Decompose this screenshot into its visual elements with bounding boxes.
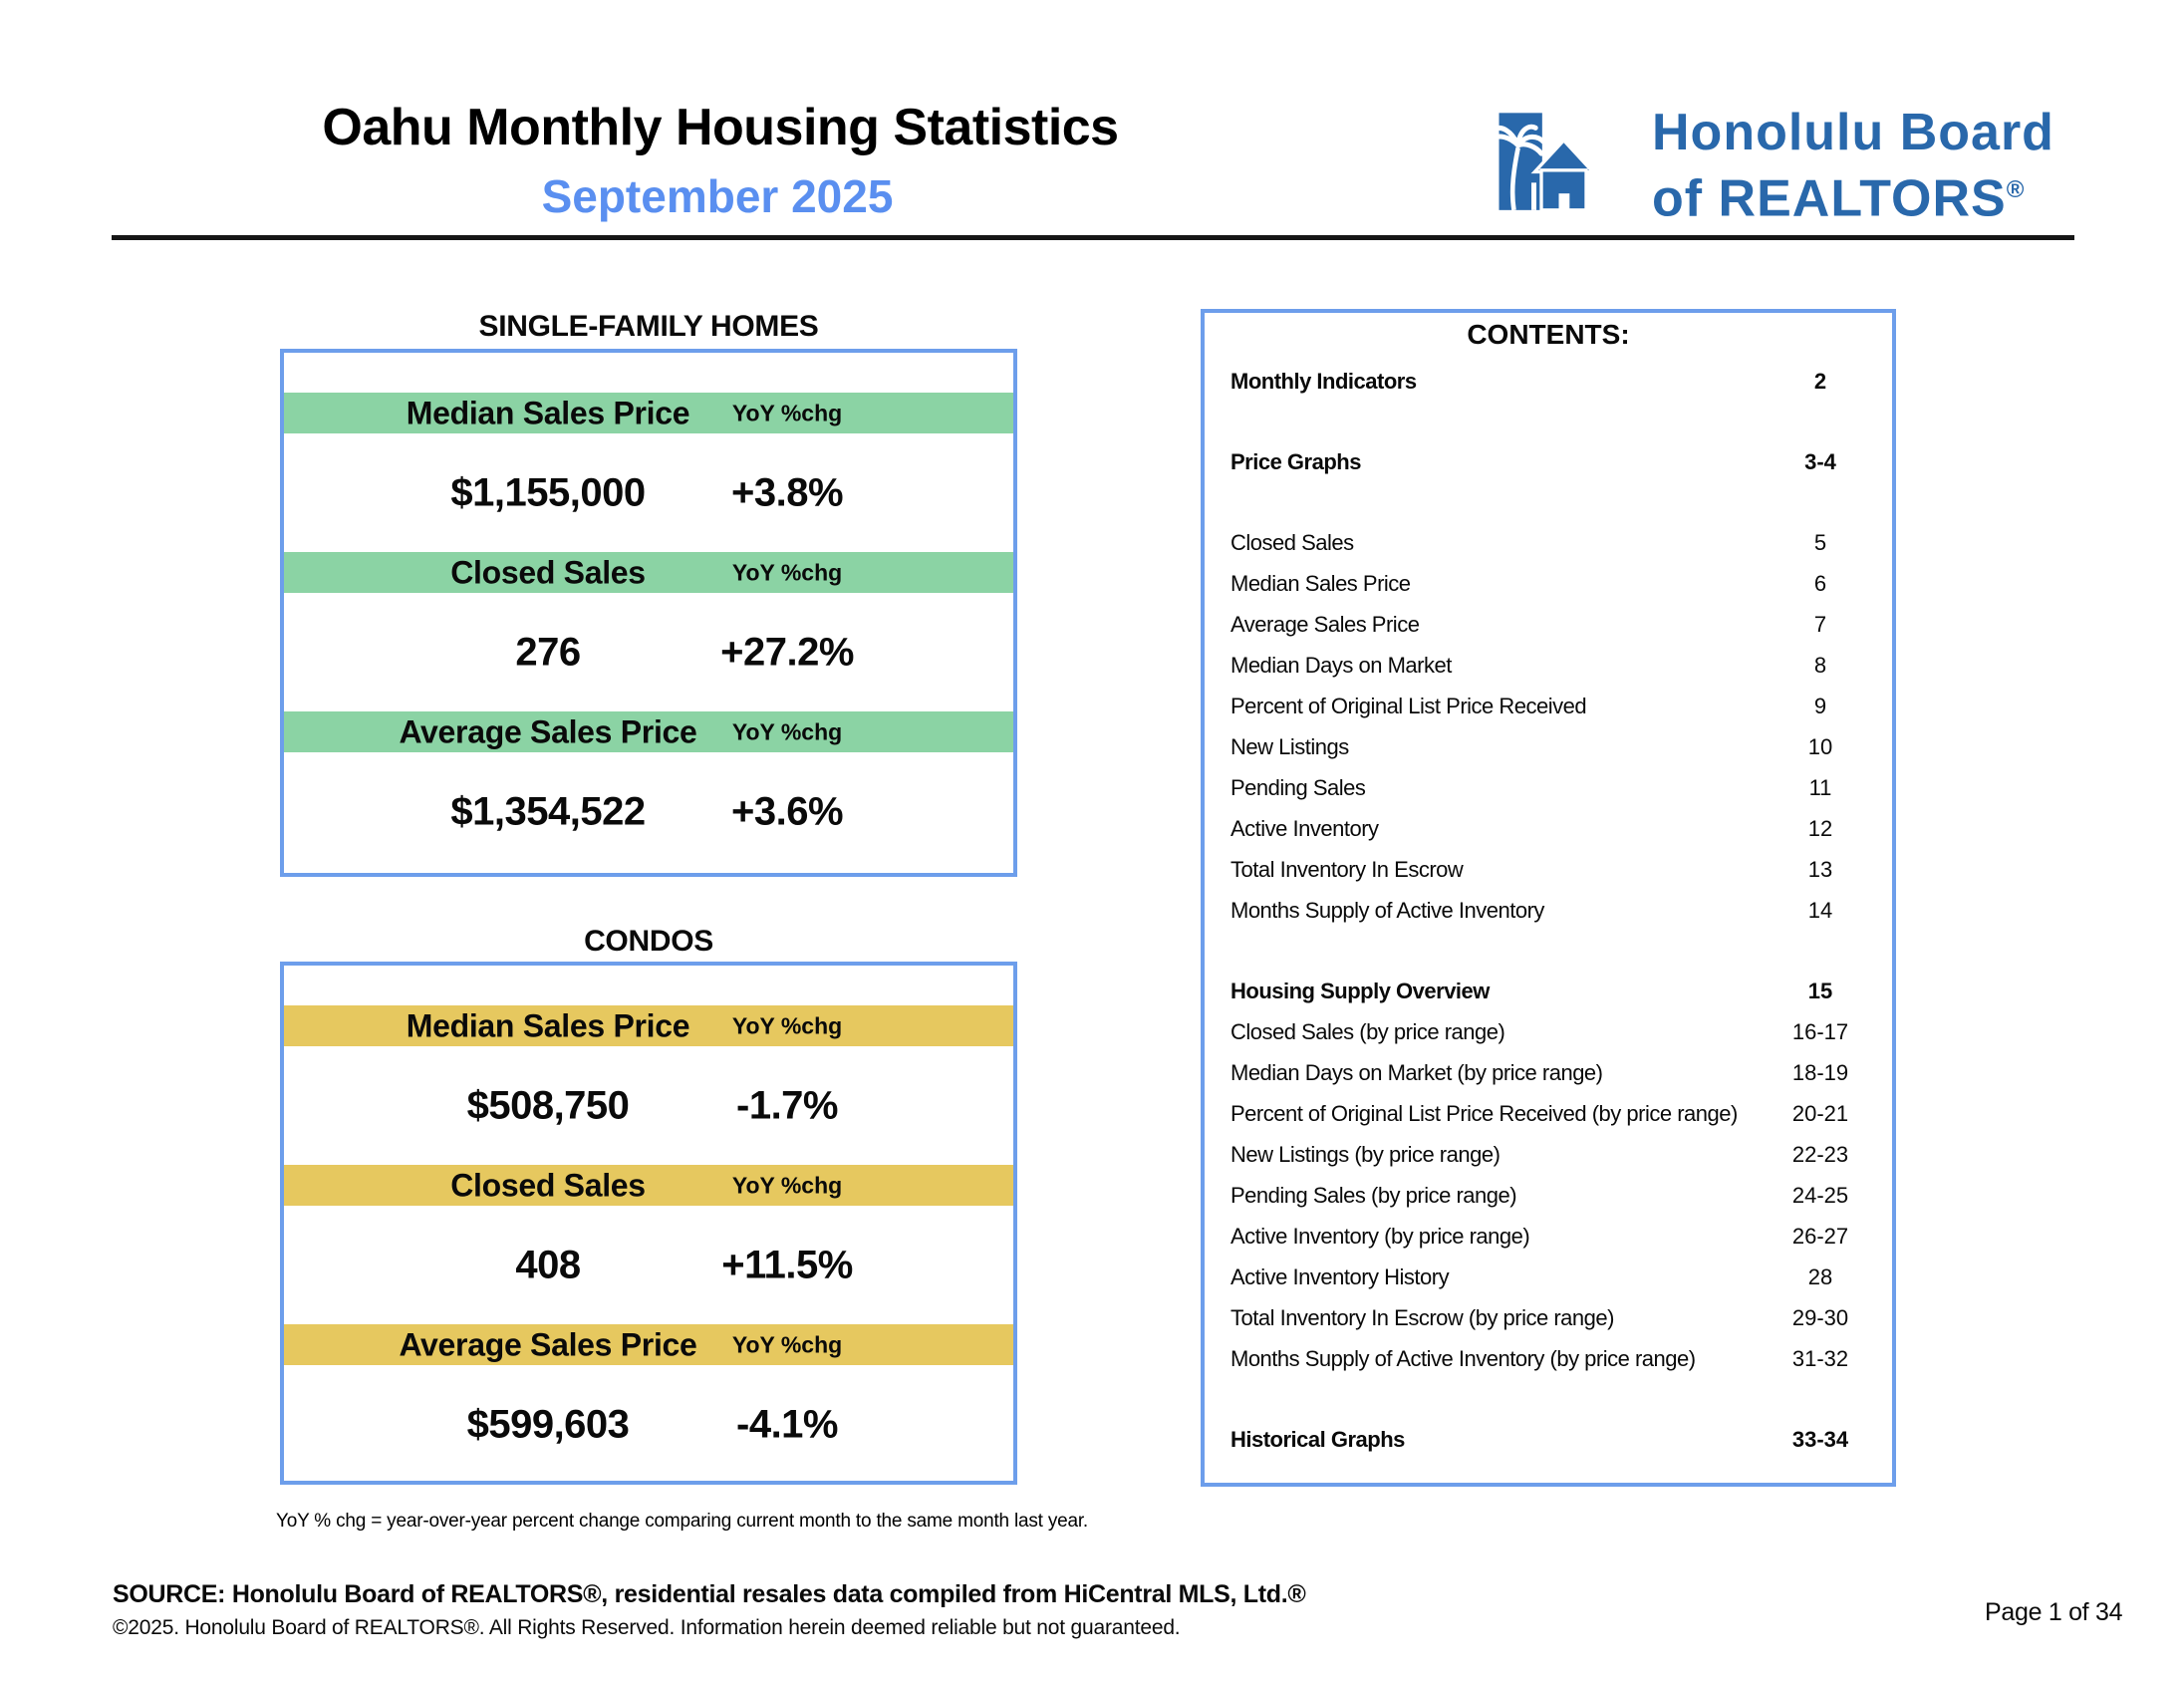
contents-item-label: Pending Sales — [1230, 774, 1366, 800]
contents-item-page: 8 — [1813, 652, 1827, 678]
contents-item-page: 10 — [1807, 733, 1833, 759]
contents-item-page: 24-25 — [1791, 1182, 1849, 1208]
stat-header-band — [284, 1165, 1013, 1206]
contents-item-label: New Listings (by price range) — [1230, 1141, 1501, 1167]
contents-row — [1205, 1216, 1892, 1257]
contents-item-label: Active Inventory — [1230, 815, 1379, 841]
contents-item-label: Monthly Indicators — [1230, 368, 1417, 394]
contents-item-label: Average Sales Price — [1230, 611, 1420, 637]
contents-list — [1205, 361, 1892, 1460]
contents-item-label: Active Inventory History — [1230, 1263, 1450, 1289]
contents-item-label: Median Days on Market — [1230, 652, 1452, 678]
stat-metric-label: Closed Sales — [450, 1167, 646, 1203]
contents-item-label: Percent of Original List Price Received — [1230, 693, 1587, 718]
stat-metric-label: Closed Sales — [450, 554, 646, 590]
stat-metric-label: Average Sales Price — [399, 713, 697, 749]
contents-item-page: 18-19 — [1791, 1059, 1849, 1085]
stat-value-row — [284, 1046, 1013, 1165]
contents-item-page: 11 — [1808, 774, 1832, 800]
stat-value: $508,750 — [466, 1083, 630, 1127]
contents-row — [1205, 1093, 1892, 1134]
contents-row — [1205, 1297, 1892, 1338]
contents-item-page: 20-21 — [1791, 1100, 1849, 1126]
stat-yoy-change: +3.6% — [730, 789, 844, 833]
stat-value: $599,603 — [466, 1402, 630, 1446]
contents-item-label: Months Supply of Active Inventory — [1230, 897, 1544, 923]
contents-item-page: 15 — [1807, 978, 1833, 1003]
contents-row — [1205, 604, 1892, 645]
yoy-definition-footnote: YoY % chg = year-over-year percent change comparing current month to the same month last year. — [276, 1511, 1089, 1532]
contents-item-page: 6 — [1813, 570, 1827, 596]
header-divider — [112, 235, 2074, 240]
contents-item-label: Closed Sales (by price range) — [1230, 1018, 1505, 1044]
contents-heading: CONTENTS: — [1467, 319, 1630, 350]
stat-section — [284, 1165, 1013, 1324]
contents-item-page: 29-30 — [1791, 1304, 1849, 1330]
stat-header-band — [284, 711, 1013, 752]
contents-item-label: Active Inventory (by price range) — [1230, 1223, 1530, 1249]
contents-item-page: 28 — [1807, 1263, 1833, 1289]
contents-item-label: Months Supply of Active Inventory (by price range) — [1230, 1345, 1696, 1371]
contents-item-label: Median Days on Market (by price range) — [1230, 1059, 1603, 1085]
stat-header-band — [284, 1005, 1013, 1046]
contents-row — [1205, 1175, 1892, 1216]
contents-item-label: Median Sales Price — [1230, 570, 1411, 596]
report-month: September 2025 — [541, 170, 894, 222]
stat-section — [284, 552, 1013, 711]
stat-section — [284, 711, 1013, 871]
contents-row — [1205, 441, 1892, 482]
stat-value-row — [284, 593, 1013, 711]
yoy-column-label: YoY %chg — [731, 1172, 843, 1198]
contents-item-label: Pending Sales (by price range) — [1230, 1182, 1517, 1208]
stat-header-band — [284, 552, 1013, 593]
contents-item-page: 13 — [1807, 856, 1833, 882]
stat-section — [284, 1324, 1013, 1484]
contents-row — [1205, 767, 1892, 808]
copyright-line: ©2025. Honolulu Board of REALTORS®. All Rights Reserved. Information herein deemed reliable but not guaranteed. — [113, 1616, 1181, 1639]
stat-yoy-change: +11.5% — [721, 1243, 853, 1286]
stat-yoy-change: -4.1% — [736, 1402, 838, 1446]
stat-value-row — [284, 752, 1013, 871]
stat-header-band — [284, 1324, 1013, 1365]
contents-item-page: 12 — [1807, 815, 1833, 841]
stat-yoy-change: +3.8% — [730, 470, 844, 514]
contents-item-page: 31-32 — [1791, 1345, 1849, 1371]
stat-section — [284, 1005, 1013, 1165]
stat-value: 276 — [515, 630, 581, 674]
contents-item-page: 14 — [1807, 897, 1833, 923]
contents-item-label: Price Graphs — [1230, 448, 1361, 474]
contents-item-page: 2 — [1813, 368, 1827, 394]
contents-item-label: New Listings — [1230, 733, 1349, 759]
yoy-column-label: YoY %chg — [731, 1012, 843, 1038]
stat-metric-label: Average Sales Price — [399, 1326, 697, 1362]
contents-row — [1205, 1134, 1892, 1175]
page-number-indicator: Page 1 of 34 — [1985, 1598, 2123, 1626]
single-family-stats-table — [280, 349, 1017, 877]
contents-row — [1205, 808, 1892, 849]
logo-line-1: Honolulu Board — [1652, 104, 2054, 161]
logo-wordmark — [1652, 104, 2054, 227]
contents-row — [1205, 971, 1892, 1011]
contents-row — [1205, 645, 1892, 686]
stat-value: $1,155,000 — [450, 470, 646, 514]
contents-row — [1205, 1338, 1892, 1379]
contents-item-label: Total Inventory In Escrow (by price range) — [1230, 1304, 1614, 1330]
contents-item-page: 9 — [1813, 693, 1827, 718]
contents-item-page: 33-34 — [1791, 1426, 1849, 1452]
contents-item-label: Housing Supply Overview — [1230, 978, 1490, 1003]
contents-row — [1205, 849, 1892, 890]
stat-value-row — [284, 1365, 1013, 1484]
contents-panel — [1201, 309, 1896, 1487]
contents-row — [1205, 361, 1892, 402]
contents-row — [1205, 1052, 1892, 1093]
stat-section — [284, 393, 1013, 552]
source-line: SOURCE: Honolulu Board of REALTORS®, residential resales data compiled from HiCentral MLS, Ltd.® — [113, 1580, 1306, 1608]
registered-mark: ® — [2006, 176, 2026, 203]
logo-line-2: of REALTORS® — [1652, 169, 2026, 228]
contents-row — [1205, 686, 1892, 726]
contents-item-label: Closed Sales — [1230, 529, 1354, 555]
contents-row — [1205, 1257, 1892, 1297]
stat-header-band — [284, 393, 1013, 433]
stat-value-row — [284, 1206, 1013, 1324]
contents-row — [1205, 563, 1892, 604]
contents-item-label: Historical Graphs — [1230, 1426, 1405, 1452]
stat-value: 408 — [515, 1243, 581, 1286]
contents-item-page: 16-17 — [1791, 1018, 1849, 1044]
condos-stats-table — [280, 962, 1017, 1485]
contents-item-page: 26-27 — [1791, 1223, 1849, 1249]
stat-metric-label: Median Sales Price — [406, 395, 690, 430]
contents-row — [1205, 1011, 1892, 1052]
page-title: Oahu Monthly Housing Statistics — [322, 99, 1119, 156]
honolulu-board-of-realtors-logo — [1487, 96, 2054, 233]
contents-item-page: 22-23 — [1791, 1141, 1849, 1167]
stat-yoy-change: -1.7% — [736, 1083, 838, 1127]
yoy-column-label: YoY %chg — [731, 1331, 843, 1357]
contents-item-page: 5 — [1813, 529, 1827, 555]
contents-item-label: Percent of Original List Price Received (by price range) — [1230, 1100, 1738, 1126]
contents-row — [1205, 726, 1892, 767]
contents-item-page: 7 — [1813, 611, 1827, 637]
stat-metric-label: Median Sales Price — [406, 1007, 690, 1043]
palm-tree-house-icon — [1487, 96, 1636, 233]
contents-row — [1205, 522, 1892, 563]
stat-value: $1,354,522 — [450, 789, 646, 833]
contents-row — [1205, 1419, 1892, 1460]
yoy-column-label: YoY %chg — [731, 400, 843, 425]
contents-row — [1205, 890, 1892, 931]
yoy-column-label: YoY %chg — [731, 559, 843, 585]
yoy-column-label: YoY %chg — [731, 718, 843, 744]
contents-item-page: 3-4 — [1804, 448, 1836, 474]
contents-item-label: Total Inventory In Escrow — [1230, 856, 1464, 882]
stat-value-row — [284, 433, 1013, 552]
single-family-homes-heading: SINGLE-FAMILY HOMES — [478, 310, 819, 343]
stat-yoy-change: +27.2% — [720, 630, 854, 674]
condos-heading: CONDOS — [584, 925, 713, 958]
